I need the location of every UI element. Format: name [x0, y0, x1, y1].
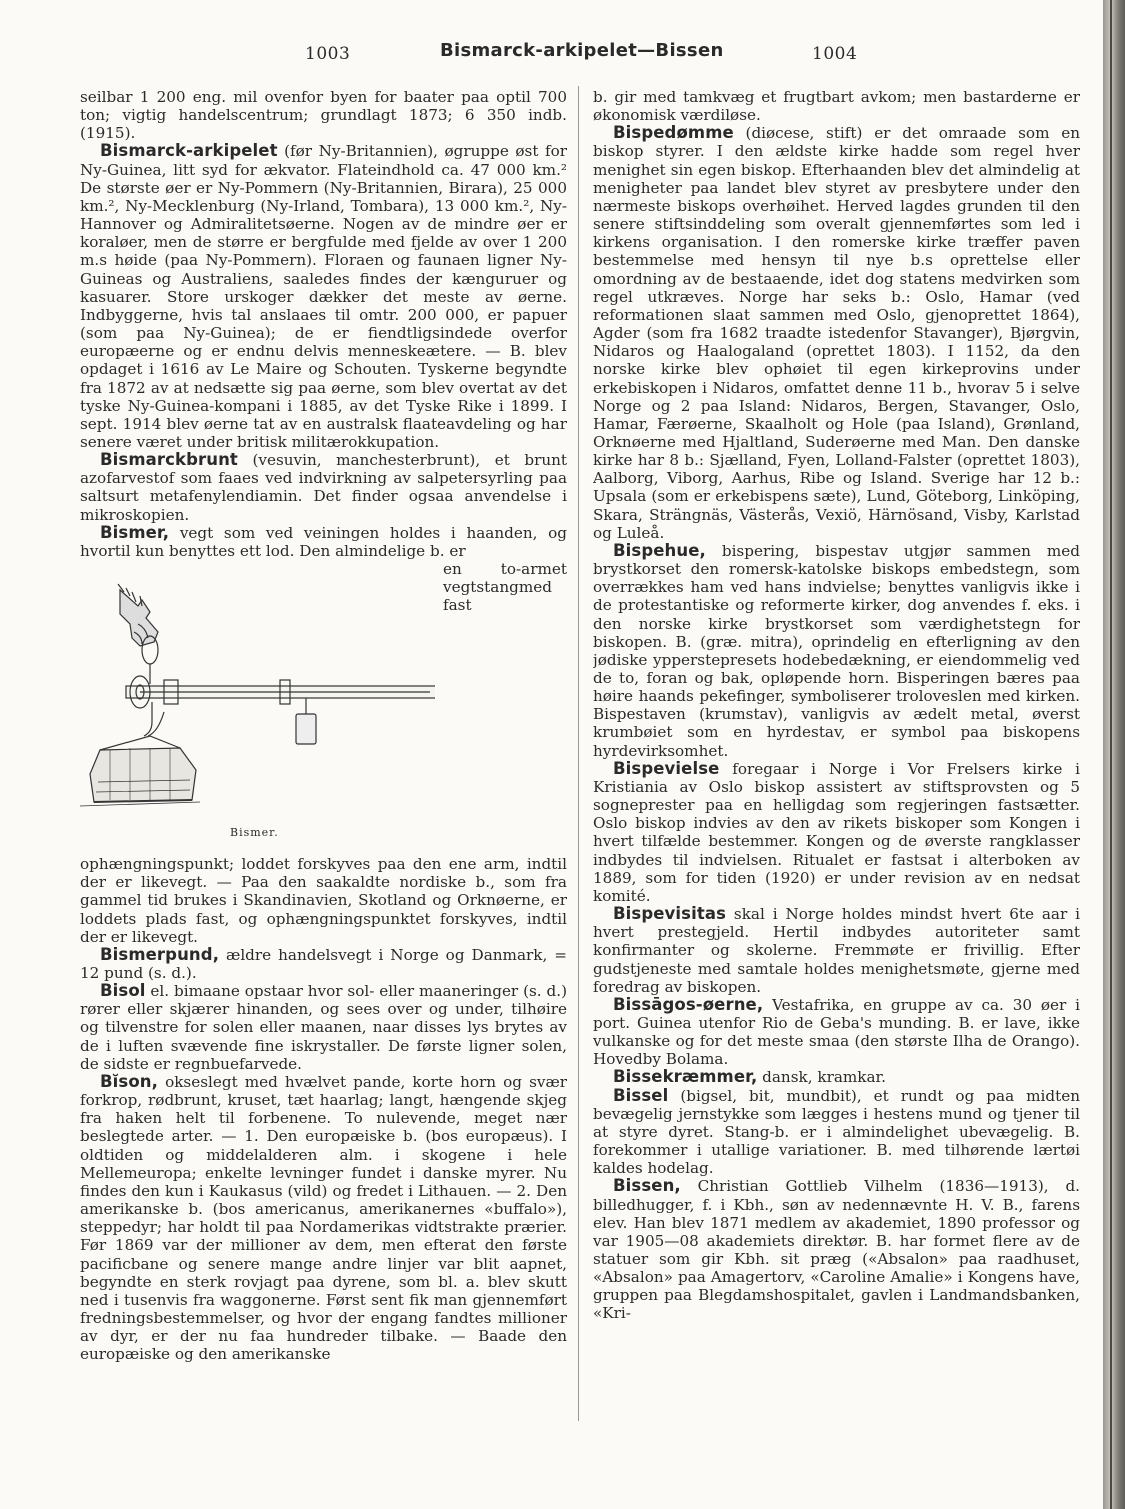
- headword: Bispevielse: [613, 758, 720, 778]
- entry-bissekraemmer: [593, 1068, 1080, 1086]
- entry-bispehue: [593, 542, 1080, 760]
- entry-text: dansk, kramkar.: [757, 1068, 886, 1087]
- headword: Bispehue,: [613, 540, 706, 560]
- headword: Bismarck-arkipelet: [100, 141, 278, 161]
- binding-line: [1110, 0, 1112, 1509]
- header-title: Bismarck-arkipelet—Bissen: [440, 40, 724, 61]
- entry-bison: [80, 1073, 567, 1364]
- entry-text: foregaar i Norge i Vor Frelsers kirke i Kristiania av Oslo biskop assistert av stiftsprovsten og 5 sogneprester paa en helligdag som regjeringen fastsætter. Oslo biskop indvies av den av rikets biskoper som Kongen i hvert tilfælde bestemmer. Kongen og de øverste rangklasser indbydes til indvielsen. Ritualet er fastsat i alterboken av 1889, som for tiden (1920) er under revision av en nedsat komité.: [593, 759, 1080, 905]
- bismer-figure: [80, 562, 435, 855]
- entry-text: okseslegt med hvælvet pande, korte horn og svær forkrop, rødbrunt, kruset, tæt haarlag; langt, hængende skjeg fra haken helt til forbenene. To nulevende, meget nær beslegtede arter. — 1. Den europæiske b. (bos europæus). I oldtiden og middelalderen alm. i skogene i hele Mellemeuropa; enkelte levninger fundet i danske myrer. Nu findes den kun i Kaukasus (vild) og fredet i Lithauen. — 2. Den amerikanske b. (bos americanus, amerikanernes «buffalo»), steppedyr; har holdt til paa Nordamerikas vidtstrakte prærier. Før 1869 var der millioner av dem, men efterat den første pacificbane og senere mange andre linjer var blit aapnet, begyndte en sterk rovjagt paa dyrene, som bl. a. blev skutt ned i tusenvis fra waggonerne. Først sent fik man gjennemført fredningsbestemmelser, og hvor der engang fandtes millioner av dyr, er der nu faa hundreder tilbake. — Baade den europæiske og den amerikanske: [80, 1072, 567, 1364]
- entry-text: el. bimaane opstaar hvor sol- eller maaneringer (s. d.) rører eller skjærer hinanden, og sees over og under, tilhøire og tilvenstre for solen eller maanen, naar disses lys brytes av de i luften svævende fine iskrystaller. De første ligner solen, de sidste er regnbuefarvede.: [80, 982, 567, 1073]
- continuation-text: seilbar 1 200 eng. mil ovenfor byen for baater paa optil 700 ton; vigtig handelscentrum; grundlagt 1873; 6 350 indb. (1915).: [80, 88, 567, 143]
- headword: Bismer,: [100, 522, 170, 542]
- book-binding-edge: [1103, 0, 1125, 1509]
- entry-text: vegt som ved veiningen holdes i haanden, og hvortil kun benyttes ett lod. Den almindelige b. er: [80, 523, 567, 560]
- entry-text: ældre handelsvegt i Norge og Danmark, = 12 pund (s. d.).: [80, 945, 567, 982]
- entry-text: (før Ny-Britannien), øgruppe øst for Ny-Guinea, litt syd for ækvator. Flateindhold ca. 47 000 km.² De største øer er Ny-Pommern (Ny-Britannien, Birara), 25 000 km.², Ny-Mecklenburg (Ny-Irland, Tombara), 13 000 km.², Ny-Hannover og Admiralitetsøerne. Nogen av de mindre øer er koraløer, men de større er bergfulde med fjelde av over 1 200 m.s høide (paa Ny-Pommern). Floraen og faunaen ligner Ny-Guineas og Australiens, saaledes findes der kænguruer og kasuarer. Store urskoger dækker det meste av øerne. Indbyggerne, hvis tal anslaaes til omtr. 200 000, er papuer (som paa Ny-Guinea); de er fiendtligsindede overfor europæerne og er endnu delvis menneskeætere. — B. blev opdaget i 1616 av Le Maire og Schouten. Tyskerne begyndte fra 1872 av at nedsætte sig paa øerne, som blev overtat av det tyske Ny-Guinea-kompani i 1885, av det Tyske Rike i 1899. I sept. 1914 blev øerne tat av en australsk flaateavdeling og har senere været under britisk militærokkupation.: [80, 142, 567, 451]
- headword: Bispevisitas: [613, 904, 726, 924]
- entry-bismerpund: [80, 946, 567, 982]
- entry-bispevisitas: [593, 905, 1080, 996]
- headword: Bissel: [613, 1085, 669, 1105]
- entry-bissel: [593, 1087, 1080, 1178]
- entry-text: (diøcese, stift) er det omraade som en biskop styrer. I den ældste kirke hadde som regel hver menighet sin egen biskop. Efterhaanden blev det almindelig at menigheter paa landet blev styret av presbytere under den nærmeste biskops overhøihet. Herved lagdes grunden til den senere stiftsinddeling som overalt gjennemførtes som led i kirkens organisation. I den romerske kirke træffer paven bestemmelse med hensyn til nye b.s oprettelse eller omordning av de bestaaende, idet dog statens medvirken som regel utkræves. Norge har seks b.: Oslo, Hamar (ved reformationen slaat sammen med Oslo, gjenoprettet 1864), Agder (som fra 1682 traadte istedenfor Stavanger), Bjørgvin, Nidaros og Haalogaland (oprettet 1803). I 1152, da den norske kirke blev ophøiet til egen kirkeprovins under erkebiskopen i Nidaros, omfattet denne 11 b., hvorav 5 i selve Norge og 2 paa Island: Nidaros, Bergen, Stavanger, Oslo, Hamar, Færøerne, Skaalholt og Hole (paa Island), Grønland, Orknøerne med Hjaltland, Suderøerne med Man. Den danske kirke har 8 b.: Sjælland, Fyen, Lolland-Falster (oprettet 1803), Aalborg, Viborg, Aarhus, Ribe og Island. Sverige har 12 b.: Upsala (som er erkebispens sæte), Lund, Göteborg, Linköping, Skara, Strängnäs, Västerås, Vexiö, Härnösand, Visby, Karlstad og Luleå.: [593, 124, 1080, 542]
- headword: Bismerpund,: [100, 944, 220, 964]
- figure-caption: Bismer.: [230, 826, 279, 840]
- entry-bismarckbrunt: [80, 451, 567, 524]
- entry-bispevielse: [593, 760, 1080, 905]
- entry-bispedomme: [593, 124, 1080, 542]
- entry-text: skal i Norge holdes mindst hvert 6te aar i hvert prestegjeld. Hertil indbydes autoriteter samt konfirmanter og skolerne. Fremmøte er frivillig. Efter gudstjeneste med samtale holdes menighetsmøte, gjerne med foredrag av biskopen.: [593, 905, 1080, 996]
- left-page-number: 1003: [305, 44, 351, 64]
- entry-text: bispering, bispestav utgjør sammen med brystkorset den romersk-katolske biskops embedstegn, som overrækkes ham ved hans indvielse; benyttes vanligvis ikke i de protestantiske og reformerte kirker, dog anvendes f. eks. i den norske kirke brystkorset som værdighetstegn for biskopen. B. (græ. mitra), oprindelig en efterligning av den jødiske ypperstepresets hodebedækning, er eiendommelig ved de to, foran og bak, opløpende horn. Bisperingen bæres paa høire haands pekefinger, symboliserer troloveslen med kirken. Bispestaven (krumstav), vanligvis av ædelt metal, øverst krumbøiet som en hyrdestav, er symbol paa biskopens hyrdevirksomhet.: [593, 541, 1080, 760]
- entry-text: Vestafrika, en gruppe av ca. 30 øer i port. Guinea utenfor Rio de Geba's munding. B. er lave, ikke vulkanske og for det meste smaa (den største Ilha de Orango). Hovedby Bolama.: [593, 995, 1080, 1069]
- running-header: [0, 40, 1103, 70]
- entry-text: (vesuvin, manchesterbrunt), et brunt azofarvestof som faaes ved indvirkning av salpetersyrling paa saltsurt metafenylendiamin. Det finder ogsaa anvendelse i mikroskopien.: [80, 451, 567, 524]
- headword: Bisol: [100, 981, 146, 1001]
- headword: Bismarckbrunt: [100, 450, 238, 470]
- entry-bissen: [593, 1177, 1080, 1322]
- entry-text: Christian Gottlieb Vilhelm (1836—1913), d. billedhugger, f. i Kbh., søn av nedennævnte H. V. B., farens elev. Han blev 1871 medlem av akademiet, 1890 professor og var 1905—08 akademiets direktør. B. har formet flere av de statuer som gir Kbh. sit præg («Absalon» paa raadhuset, «Absalon» paa Amagertorv, «Caroline Amalie» i Kongens have, gruppen paa Blegdamshospitalet, gavlen i Landmandsbanken, «Kri-: [593, 1177, 1080, 1323]
- entry-bisol: [80, 982, 567, 1073]
- right-page-number: 1004: [812, 44, 858, 64]
- headword: Bissekræmmer,: [613, 1067, 758, 1087]
- headword: Bispedømme: [613, 123, 734, 143]
- entry-text: (bigsel, bit, mundbit), et rundt og paa midten bevægelig jernstykke som lægges i hestens mund og tjener til at styre dyret. Stang-b. er i almindelighet ubevægelig. B. forekommer i utallige variationer. B. med tilhørende lærtøi kaldes hodelag.: [593, 1086, 1080, 1178]
- right-column: [593, 88, 1080, 1428]
- entry-bismer: [80, 524, 567, 560]
- headword: Bĭson,: [100, 1071, 159, 1091]
- continuation-text: b. gir med tamkvæg et frugtbart avkom; men bastarderne er økonomisk værdiløse.: [593, 88, 1080, 125]
- bismer-illustration: [80, 562, 435, 855]
- entry-text: en to-armet vegtstangmed fast ophængningspunkt; loddet forskyves paa den ene arm, indtil der er likevegt. — Paa den saakaldte nordiske b., som fra gammel tid brukes i Skandinavien, Skotland og Orknøerne, er loddets plads fast, og ophængningspunktet forskyves, indtil der er likevegt.: [80, 560, 567, 946]
- headword: Bissen,: [613, 1176, 681, 1196]
- entry-bismarck-arkipelet: [80, 142, 567, 451]
- left-column: [80, 88, 567, 1428]
- entry-bissagos-oerne: [593, 996, 1080, 1069]
- headword: Bissāgos-øerne,: [613, 994, 764, 1014]
- column-divider: [578, 86, 579, 1421]
